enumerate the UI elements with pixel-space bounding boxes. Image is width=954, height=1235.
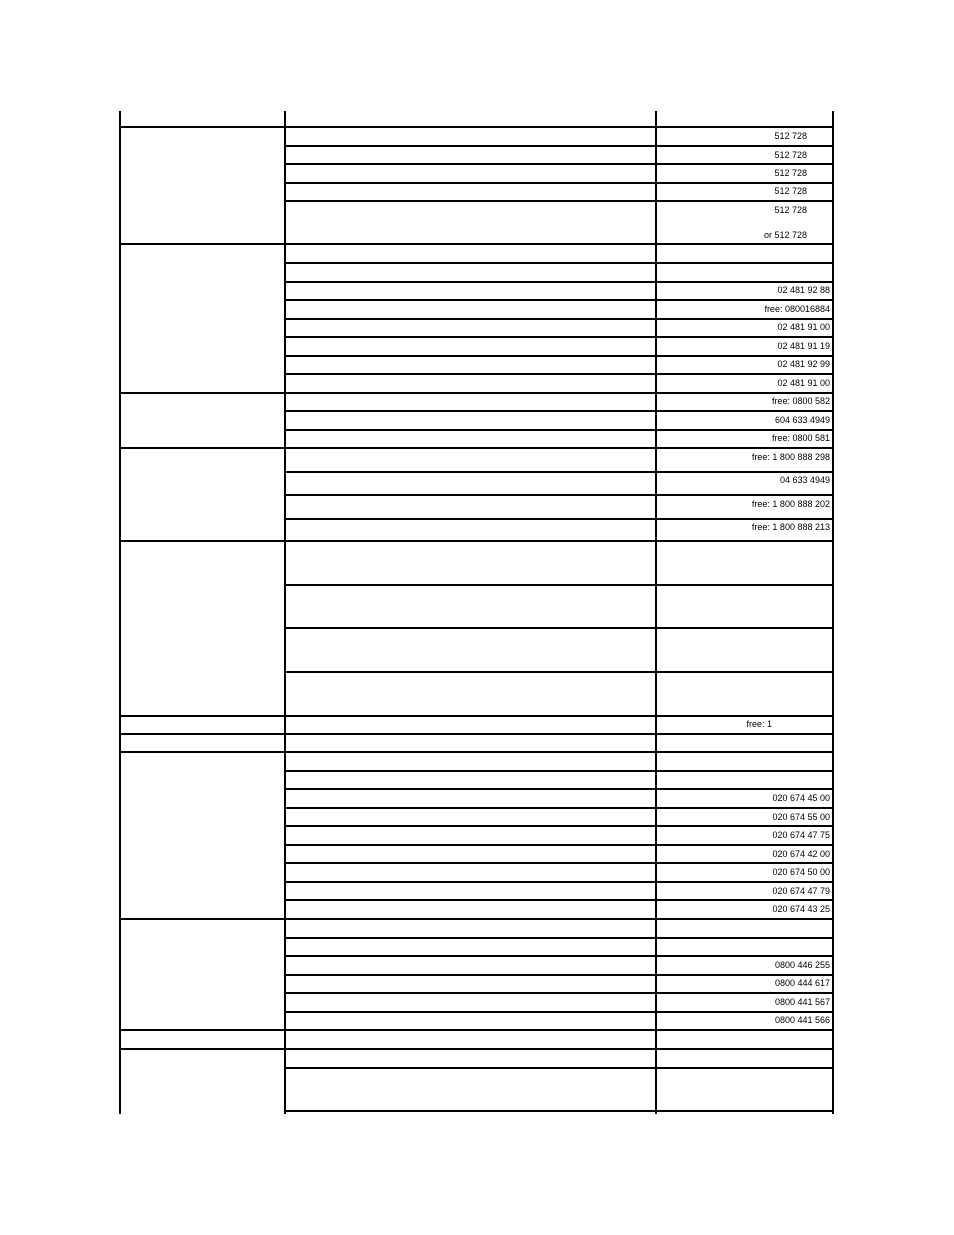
group-separator: [119, 392, 834, 394]
row-separator: [284, 182, 834, 184]
group-separator: [119, 733, 834, 735]
phone-number: 04 633 4949: [779, 475, 830, 485]
phone-number: 02 481 91 19: [777, 341, 830, 351]
phone-number: 604 633 4949: [774, 415, 830, 425]
row-separator: [284, 881, 834, 883]
row-separator: [284, 262, 834, 264]
phone-number: 512 728: [774, 205, 807, 215]
phone-number: free: 1 800 888 298: [751, 452, 830, 462]
row-separator: [284, 200, 834, 202]
row-separator: [284, 318, 834, 320]
row-separator: [284, 299, 834, 301]
group-separator: [119, 715, 834, 717]
row-separator: [284, 163, 834, 165]
phone-number: 020 674 42 00: [772, 849, 830, 859]
table-border-left: [119, 111, 121, 1114]
group-separator: [119, 126, 834, 128]
row-separator: [284, 1067, 834, 1069]
row-separator: [284, 807, 834, 809]
row-separator: [284, 518, 834, 520]
row-separator: [284, 992, 834, 994]
phone-number: 512 728: [774, 131, 807, 141]
group-separator: [119, 1029, 834, 1031]
phone-number: 02 481 91 00: [777, 378, 830, 388]
row-separator: [284, 974, 834, 976]
row-separator: [284, 788, 834, 790]
row-separator: [284, 770, 834, 772]
phone-number: free: 1 800 888 213: [751, 522, 830, 532]
phone-number: 0800 444 617: [774, 978, 830, 988]
phone-number: 020 674 45 00: [772, 793, 830, 803]
phone-number: 020 674 50 00: [772, 867, 830, 877]
phone-number: 02 481 92 99: [777, 359, 830, 369]
row-separator: [284, 471, 834, 473]
row-separator: [284, 410, 834, 412]
phone-number: 020 674 55 00: [772, 812, 830, 822]
phone-number: 02 481 92 88: [777, 285, 830, 295]
phone-number-alternate: or 512 728: [763, 230, 807, 240]
row-separator: [284, 825, 834, 827]
phone-number: 512 728: [774, 168, 807, 178]
group-separator: [119, 1048, 834, 1050]
group-separator: [119, 918, 834, 920]
row-separator: [284, 336, 834, 338]
group-separator: [119, 447, 834, 449]
phone-number: free: 1: [746, 719, 772, 729]
row-separator: [284, 955, 834, 957]
row-separator: [284, 145, 834, 147]
group-separator: [119, 540, 834, 542]
phone-number: 02 481 91 00: [777, 322, 830, 332]
row-separator: [284, 373, 834, 375]
group-separator: [119, 751, 834, 753]
phone-number: free: 1 800 888 202: [751, 499, 830, 509]
phone-number: 0800 446 255: [774, 960, 830, 970]
row-separator: [284, 281, 834, 283]
row-separator: [284, 1011, 834, 1013]
row-separator: [284, 627, 834, 629]
phone-number: free: 0800 581: [771, 433, 830, 443]
phone-number: free: 080016884: [764, 304, 830, 314]
group-separator: [119, 243, 834, 245]
row-separator: [284, 494, 834, 496]
row-separator: [284, 1110, 834, 1112]
phone-number: 020 674 47 75: [772, 830, 830, 840]
row-separator: [284, 862, 834, 864]
phone-number: 020 674 43 25: [772, 904, 830, 914]
row-separator: [284, 355, 834, 357]
phone-number: 512 728: [774, 186, 807, 196]
row-separator: [284, 429, 834, 431]
row-separator: [284, 844, 834, 846]
row-separator: [284, 584, 834, 586]
phone-number: 0800 441 566: [774, 1015, 830, 1025]
row-separator: [284, 671, 834, 673]
row-separator: [284, 937, 834, 939]
phone-number: 512 728: [774, 150, 807, 160]
row-separator: [284, 899, 834, 901]
phone-number: 020 674 47 79: [772, 886, 830, 896]
phone-number: free: 0800 582: [771, 396, 830, 406]
phone-number: 0800 441 567: [774, 997, 830, 1007]
